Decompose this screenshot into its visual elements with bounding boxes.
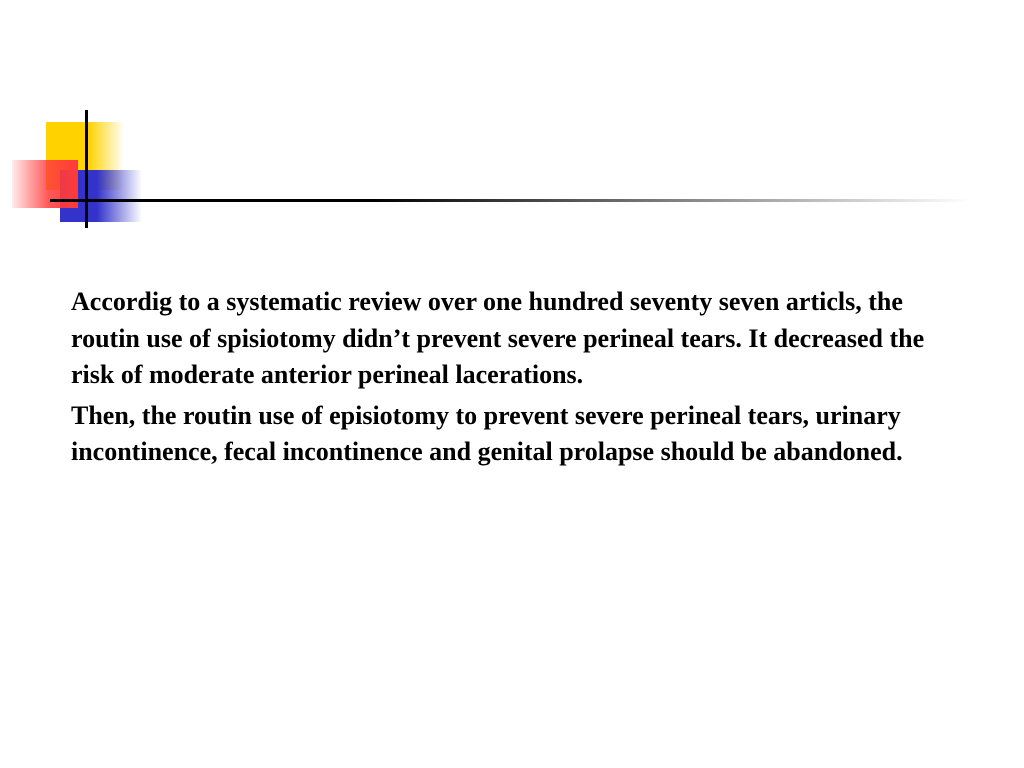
slide-body-text [71,284,971,475]
paragraph-2: Then, the routin use of episiotomy to prevent severe perineal tears, urinary incontinence, fecal incontinence and genital prolapse should be abandoned. [71,400,903,466]
paragraph-1: Accordig to a systematic review over one hundred seventy seven articls, the routin use of spisiotomy didn’t prevent severe perineal tears. It decreased the risk of moderate anterior perineal lacerations. [71,287,925,389]
decorative-squares-logo [0,0,1024,240]
horizontal-rule [50,199,970,202]
vertical-rule [85,110,88,228]
